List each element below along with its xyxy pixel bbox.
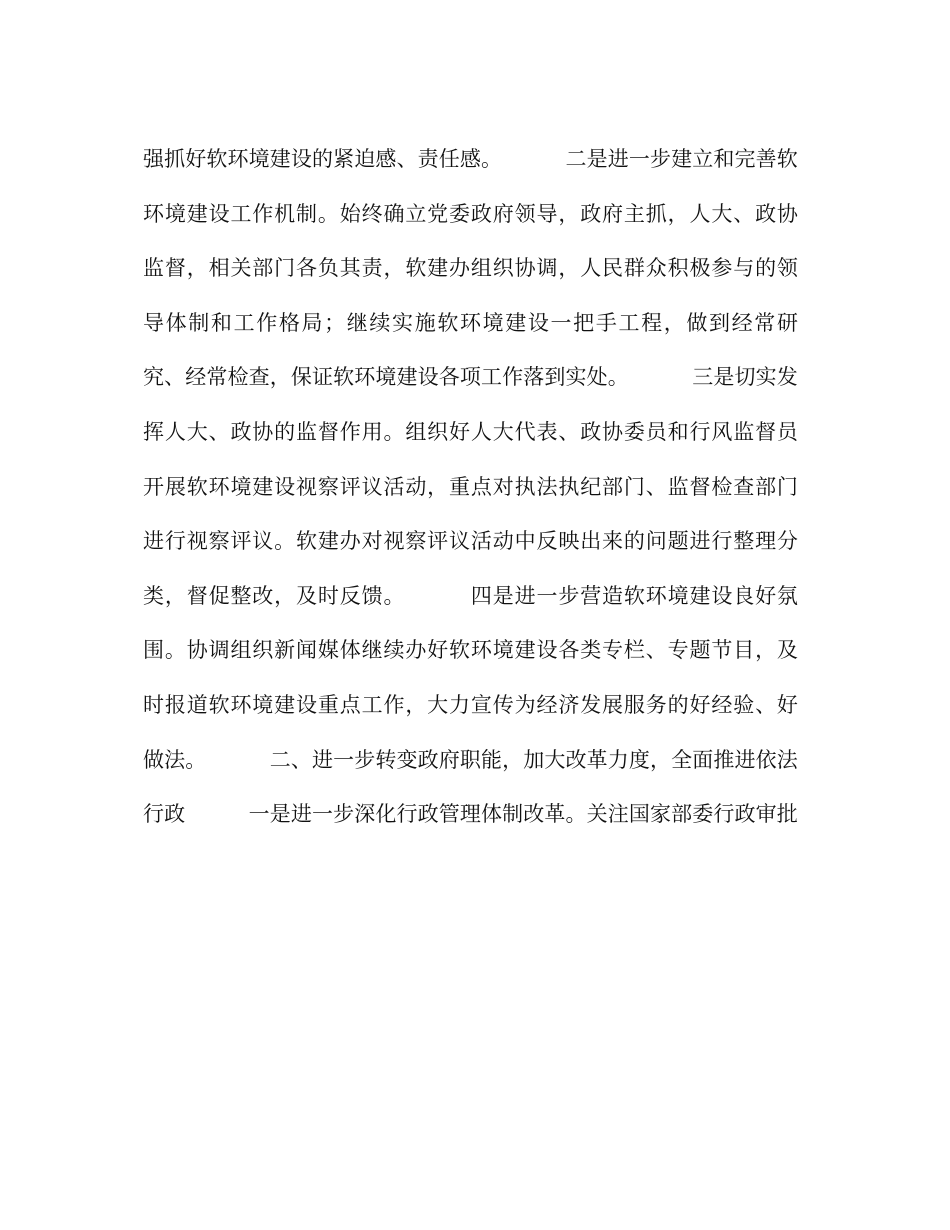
text-line: 类 ， 督 促 整 改 ， 及 时 反 馈 。 四 是 进 一 步 营 造 软 环 境 建 设 良 好 氛 xyxy=(143,583,798,608)
text-line: 究 、 经 常 检 查 ， 保 证 软 环 境 建 设 各 项 工 作 落 到 实 处 。 三 是 切 实 发 xyxy=(143,365,798,390)
text-line: 行 政 一 是 进 一 步 深 化 行 政 管 理 体 制 改 革 。 关 注 国 家 部 委 行 政 审 批 xyxy=(143,802,798,827)
text-line: 做 法 。 二 、 进 一 步 转 变 政 府 职 能 ， 加 大 改 革 力 度 ， 全 面 推 进 依 法 xyxy=(143,747,798,772)
text-line: 时 报 道 软 环 境 建 设 重 点 工 作 ， 大 力 宣 传 为 经 济 发 展 服 务 的 好 经 验 、 好 xyxy=(143,692,798,717)
text-line: 开 展 软 环 境 建 设 视 察 评 议 活 动 ， 重 点 对 执 法 执 纪 部 门 、 监 督 检 查 部 门 xyxy=(143,474,798,499)
text-line: 挥 人 大 、 政 协 的 监 督 作 用 。 组 织 好 人 大 代 表 、 政 协 委 员 和 行 风 监 督 员 xyxy=(143,419,798,444)
text-line: 导 体 制 和 工 作 格 局 ； 继 续 实 施 软 环 境 建 设 一 把 手 工 程 ， 做 到 经 常 研 xyxy=(143,310,798,335)
body-text xyxy=(143,138,798,848)
text-line: 进 行 视 察 评 议 。 软 建 办 对 视 察 评 议 活 动 中 反 映 出 来 的 问 题 进 行 整 理 分 xyxy=(143,529,798,554)
text-line: 环 境 建 设 工 作 机 制 。 始 终 确 立 党 委 政 府 领 导 ， 政 府 主 抓 ， 人 大 、 政 协 xyxy=(143,201,798,226)
text-line: 监 督 ， 相 关 部 门 各 负 其 责 ， 软 建 办 组 织 协 调 ， 人 民 群 众 积 极 参 与 的 领 xyxy=(143,256,798,281)
text-line: 围 。 协 调 组 织 新 闻 媒 体 继 续 办 好 软 环 境 建 设 各 类 专 栏 、 专 题 节 目 ， 及 xyxy=(143,638,798,663)
text-line: 强 抓 好 软 环 境 建 设 的 紧 迫 感 、 责 任 感 。 二 是 进 一 步 建 立 和 完 善 软 xyxy=(143,147,798,171)
